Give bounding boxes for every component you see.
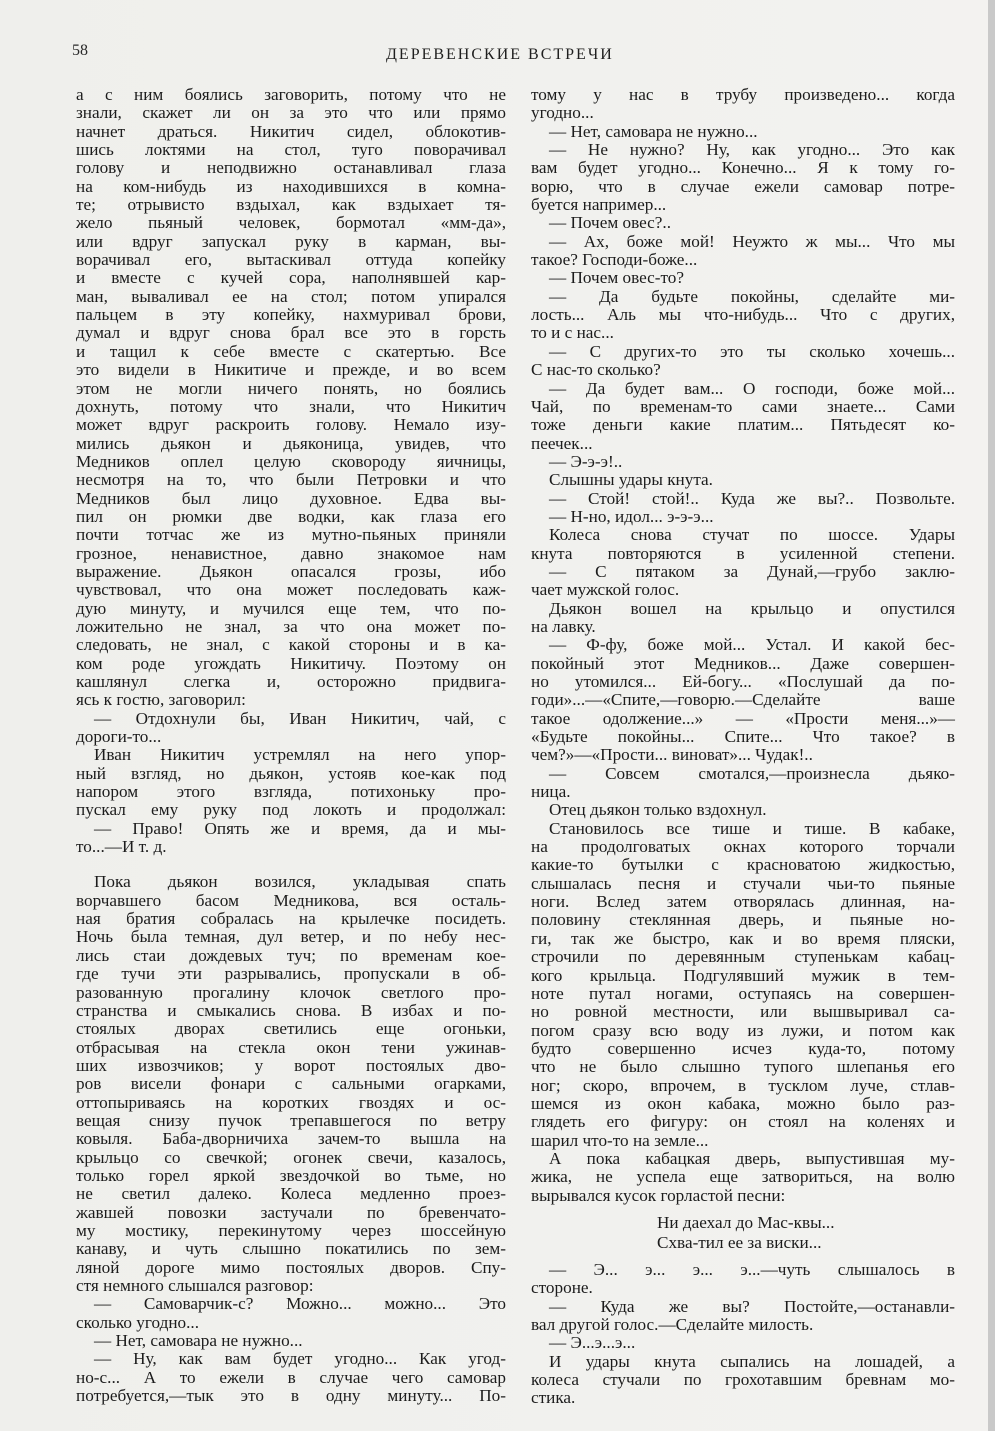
text-line: ман, вываливал ее на стол; потом упирался [76, 286, 506, 306]
text-line: потребуется,—тык это в одну минуту... По- [76, 1386, 506, 1406]
text-line: колеса стучали по грохотавшим бревнам мо- [531, 1370, 955, 1390]
text-line: ров висели фонари с сальными огарками, [76, 1074, 506, 1094]
text-line: А пока кабацкая дверь, выпустившая му- [549, 1148, 955, 1168]
text-line: такое одолжение...» — «Прости меня...»— [531, 708, 955, 728]
text-line: Ночь была темная, дул ветер, и по небу нес- [76, 927, 506, 947]
text-line: разованную прогалину клочок светлого про- [76, 982, 506, 1002]
text-line: этом не могли ничего понять, но боялись [76, 378, 506, 398]
text-line: чувствовал, что она может последовать каж- [76, 580, 506, 600]
text-line: — Отдохнули бы, Иван Никитич, чай, с [94, 708, 506, 728]
text-line: — Куда же вы? Постойте,—останавли- [549, 1296, 955, 1316]
text-line: шемся из окон кабака, можно было раз- [531, 1093, 955, 1113]
text-line: Дьякон вошел на крыльцо и опустился [549, 598, 955, 618]
left-text-column [76, 86, 506, 1405]
text-line: Слышны удары кнута. [549, 470, 713, 490]
text-line: годи»...—«Спите,—говорю.—Сделайте ваше [531, 690, 955, 710]
text-line: «Будьте покойны... Спите... Что такое? в [531, 727, 955, 747]
text-line: жавшей повозки застучали по бревенчато- [76, 1202, 506, 1222]
text-line: только горел яркой звездочкой во тьме, но [76, 1165, 506, 1185]
text-line: — Почем овес?.. [549, 213, 672, 233]
paragraph-gap [76, 856, 506, 873]
text-line: будто совершенно исчез куда-то, потому [531, 1038, 955, 1058]
text-line: тому у нас в трубу произведено... когда [531, 85, 955, 104]
text-line: кнута повторяются в усиленной степени. [531, 543, 955, 563]
text-line: Медников был лицо духовное. Едва вы- [76, 488, 506, 508]
text-line: вырывался кусок горластой песни: [531, 1185, 786, 1205]
text-line: ворчавшего басом Медникова, вся осталь- [76, 890, 506, 910]
text-line: то и с нас... [531, 323, 614, 343]
text-line: ковыля. Баба-дворничиха зачем-то вышла на [76, 1129, 506, 1149]
text-line: но утомился... Ей-богу... «Послушай да по- [531, 672, 955, 691]
text-line: вам будет угодно... Конечно... Я к тому го- [531, 158, 955, 178]
text-line: почти тотчас же из мутно-пьяных приняли [76, 525, 506, 545]
text-line: — Да будьте покойны, сделайте ми- [549, 286, 955, 306]
text-line: — Да будет вам... О господи, боже мой... [549, 378, 955, 398]
text-line: пеечек... [531, 433, 593, 453]
text-line: на ком-нибудь из находившихся в комна- [76, 176, 506, 196]
text-line: вал другой голос.—Сделайте милость. [531, 1315, 814, 1334]
text-line: что не было слышно тупого шлепанья его [531, 1057, 955, 1077]
text-line: начнет драться. Никитич сидел, облокотив- [76, 121, 506, 141]
text-line: — Право! Опять же и время, да и мы- [94, 818, 506, 838]
text-line: вещая снизу пучок трепавшегося по ветру [76, 1110, 506, 1130]
text-line: канаву, и чуть слышно покатились по зем- [76, 1239, 506, 1259]
text-line: покойный этот Медников... Даже совершен- [531, 653, 955, 673]
text-line: глядеть его фигуру: он стоял на коленях и [531, 1112, 955, 1132]
text-line: — Почем овес-то? [549, 268, 685, 288]
text-line: — Э... э... э... э...—чуть слышалось в [549, 1259, 955, 1279]
text-line: и вместе с кучей сора, наполнявшей кар- [76, 268, 506, 288]
text-line: или вдруг запускал руку в карман, вы- [76, 231, 506, 251]
text-line: стороне. [531, 1278, 593, 1298]
text-line: лость... Аль мы что-нибудь... Что с других, [531, 305, 955, 325]
text-line: думал и вдруг снова брал все это в горсть [76, 323, 506, 343]
text-line: то...—И т. д. [76, 837, 167, 857]
text-line: — Самоварчик-с? Можно... можно... Это [94, 1294, 506, 1314]
text-line: — Ну, как вам будет угодно... Как угод- [94, 1349, 506, 1369]
text-line: шись локтями на стол, туго поворачивал [76, 140, 506, 160]
text-line: пускал ему руку под локоть и продолжал: [76, 800, 506, 820]
text-line: но ровной местности, или вышвыривал са- [531, 1002, 955, 1022]
text-line: кашлянул слегка и, осторожно придвига- [76, 672, 506, 691]
text-line: может вдруг раскроить голову. Немало изу- [76, 415, 506, 435]
text-line: чает мужской голос. [531, 580, 680, 600]
text-line: какие-то бутылки с красноватою жидкостью, [531, 855, 955, 875]
text-line: голову и неподвижно останавливал глаза [76, 158, 506, 178]
text-line: угодно... [531, 103, 594, 123]
text-line: а с ним боялись заговорить, потому что не [76, 85, 506, 104]
text-line: это видели в Никитиче и прежде, и во всем [76, 360, 506, 380]
text-line: и тащил к себе вместе с скатертью. Все [76, 341, 506, 361]
text-line: ляной дороге мимо постоялых дворов. Спу- [76, 1257, 506, 1277]
text-line: ный взгляд, но дьякон, устояв кое-как под [76, 763, 506, 783]
text-line: ворю, что в случае ежели самовар потре- [531, 176, 955, 196]
text-line: — Стой! стой!.. Куда же вы?.. Позвольте. [549, 488, 955, 508]
text-line: — Э...э...э... [549, 1333, 636, 1353]
text-line: пил он рюмки две водки, как глаза его [76, 506, 506, 526]
text-line: — Н-но, идол... э-э-э... [549, 506, 714, 526]
text-line: ших извозчиков; у ворот постоялых дво- [76, 1055, 506, 1075]
running-title: ДЕРЕВЕНСКИЕ ВСТРЕЧИ [386, 46, 614, 63]
text-line: такое? Господи-боже... [531, 250, 698, 270]
text-line: жика, не успела еще затвориться, на волю [531, 1167, 955, 1187]
verse-line: Схва-тил ее за виски... [657, 1232, 822, 1252]
text-line: стика. [531, 1388, 576, 1408]
text-line: ложительно не знал, за что она может по- [76, 616, 506, 636]
text-line: — Ах, боже мой! Неужто ж мы... Что мы [549, 231, 955, 251]
text-line: — Нет, самовара не нужно... [549, 121, 758, 141]
text-line: ная братия собралась на крылечке посидеть. [76, 909, 506, 929]
text-line: следовать, не знал, с какой стороны и в ка- [76, 635, 506, 655]
text-line: — С других-то это ты сколько хочешь... [549, 341, 955, 361]
text-line: Становилось все тише и тише. В кабаке, [549, 818, 955, 838]
text-line: погом сразу всю воду из лужи, и потом как [531, 1020, 955, 1040]
text-line: Колеса снова стучат по шоссе. Удары [549, 525, 955, 545]
text-line: кого крыльца. Подгулявший мужик в тем- [531, 965, 955, 985]
text-line: ноте путал ногами, оступаясь на совершен- [531, 983, 955, 1003]
text-line: грозное, ненавистное, давно знакомое нам [76, 543, 506, 563]
text-line: лись стаи дождевых туч; по временам кое- [76, 945, 506, 965]
page-number: 58 [72, 42, 88, 59]
right-column-ending [531, 1261, 955, 1408]
text-line: — С пятаком за Дунай,—грубо заклю- [549, 561, 955, 581]
page-edge [988, 0, 995, 1431]
text-line: на продолговатых окнах которого торчали [531, 837, 955, 857]
text-line: где тучи эти разрывались, пропускали в об- [76, 964, 506, 984]
text-line: ясь к гостю, заговорил: [76, 690, 246, 710]
text-line: напором этого взгляда, потихоньку про- [76, 782, 506, 802]
text-line: крыльцо со свечкой; огонек свечи, казалось, [76, 1147, 506, 1167]
text-line: — Нет, самовара не нужно... [94, 1331, 303, 1351]
text-line: Пока дьякон возился, укладывая спать [94, 872, 506, 892]
text-line: отбрасывая на стекла окон тени ужинав- [76, 1037, 506, 1057]
right-column-prose [531, 86, 955, 1205]
text-line: пальцем в эту копейку, нахмуривал брови, [76, 305, 506, 325]
text-line: ног; скоро, впрочем, в тусклом луче, стлав- [531, 1075, 955, 1095]
text-line: Отец дьякон только вздохнул. [549, 800, 767, 820]
text-line: ком роде угождать Никитичу. Поэтому он [76, 653, 506, 673]
text-line: стя немного слышался разговор: [76, 1276, 314, 1295]
right-text-column [531, 86, 955, 1408]
text-line: дую минуту, и мучился еще тем, что по- [76, 598, 506, 618]
text-line: Медников оплел целую сковороду яичницы, [76, 451, 506, 471]
text-line: оттопыриваясь на коротких гвоздях и ос- [76, 1092, 506, 1112]
text-line: С нас-то сколько? [531, 360, 661, 380]
text-line: несмотря на то, что были Петровки и что [76, 470, 506, 490]
text-line: на лавку. [531, 616, 596, 636]
text-line: дохнуть, потому что знали, что Никитич [76, 396, 506, 416]
song-verse [531, 1213, 955, 1253]
text-line: Иван Никитич устремлял на него упор- [94, 745, 506, 765]
text-line: выражение. Дьякон опасался грозы, ибо [76, 561, 506, 581]
text-line: но-с... А то ежели в случае чего самовар [76, 1367, 506, 1387]
verse-spacer [531, 1205, 955, 1213]
text-line: строчили по деревянным ступенькам кабац- [531, 947, 955, 967]
text-line: — Не нужно? Ну, как угодно... Это как [549, 140, 955, 160]
text-line: дороги-то... [76, 727, 162, 747]
text-line: тоже деньги какие платим... Пятьдесят ко- [531, 415, 955, 435]
text-line: — Э-э-э!.. [549, 451, 623, 471]
text-line: половину стеклянная дверь, и пьяные но- [531, 910, 955, 930]
text-line: странства и смыкались снова. В избах и по- [76, 1000, 506, 1020]
text-line: ница. [531, 782, 571, 802]
text-line: ворачивал его, вытаскивал оттуда копейку [76, 250, 506, 270]
text-line: знали, скажет ли он за это что или прямо [76, 103, 506, 123]
text-line: слышалась песня и стучали чьи-то пьяные [531, 873, 955, 893]
text-line: те; отрывисто вздыхал, как вздыхает тя- [76, 195, 506, 215]
text-line: ноги. Вслед затем отворялась длинная, на- [531, 892, 955, 912]
text-line: сколько угодно... [76, 1312, 199, 1332]
text-line: И удары кнута сыпались на лошадей, а [549, 1351, 955, 1371]
text-line: ги, так же быстро, как и во время пляски, [531, 928, 955, 948]
text-line: му мостику, перекинутому через шоссейную [76, 1220, 506, 1240]
text-line: Чай, по временам-то сами знаете... Сами [531, 396, 955, 416]
text-line: не светил далеко. Колеса медленно проез- [76, 1184, 506, 1204]
text-line: чем?»—«Прости... виноват»... Чудак!.. [531, 745, 813, 765]
text-line: буется например... [531, 195, 667, 215]
text-line: шарил что-то на земле... [531, 1130, 709, 1150]
text-line: — Совсем смотался,—произнесла дьяко- [549, 763, 955, 783]
text-line: жело пьяный человек, бормотал «мм-да», [76, 213, 506, 233]
verse-line: Ни даехал до Мас-квы... [657, 1212, 835, 1232]
text-line: — Ф-фу, боже мой... Устал. И какой бес- [549, 635, 955, 655]
text-line: стоялых дворах светились еще огоньки, [76, 1019, 506, 1039]
text-line: мились дьякон и дьяконица, увидев, что [76, 433, 506, 453]
